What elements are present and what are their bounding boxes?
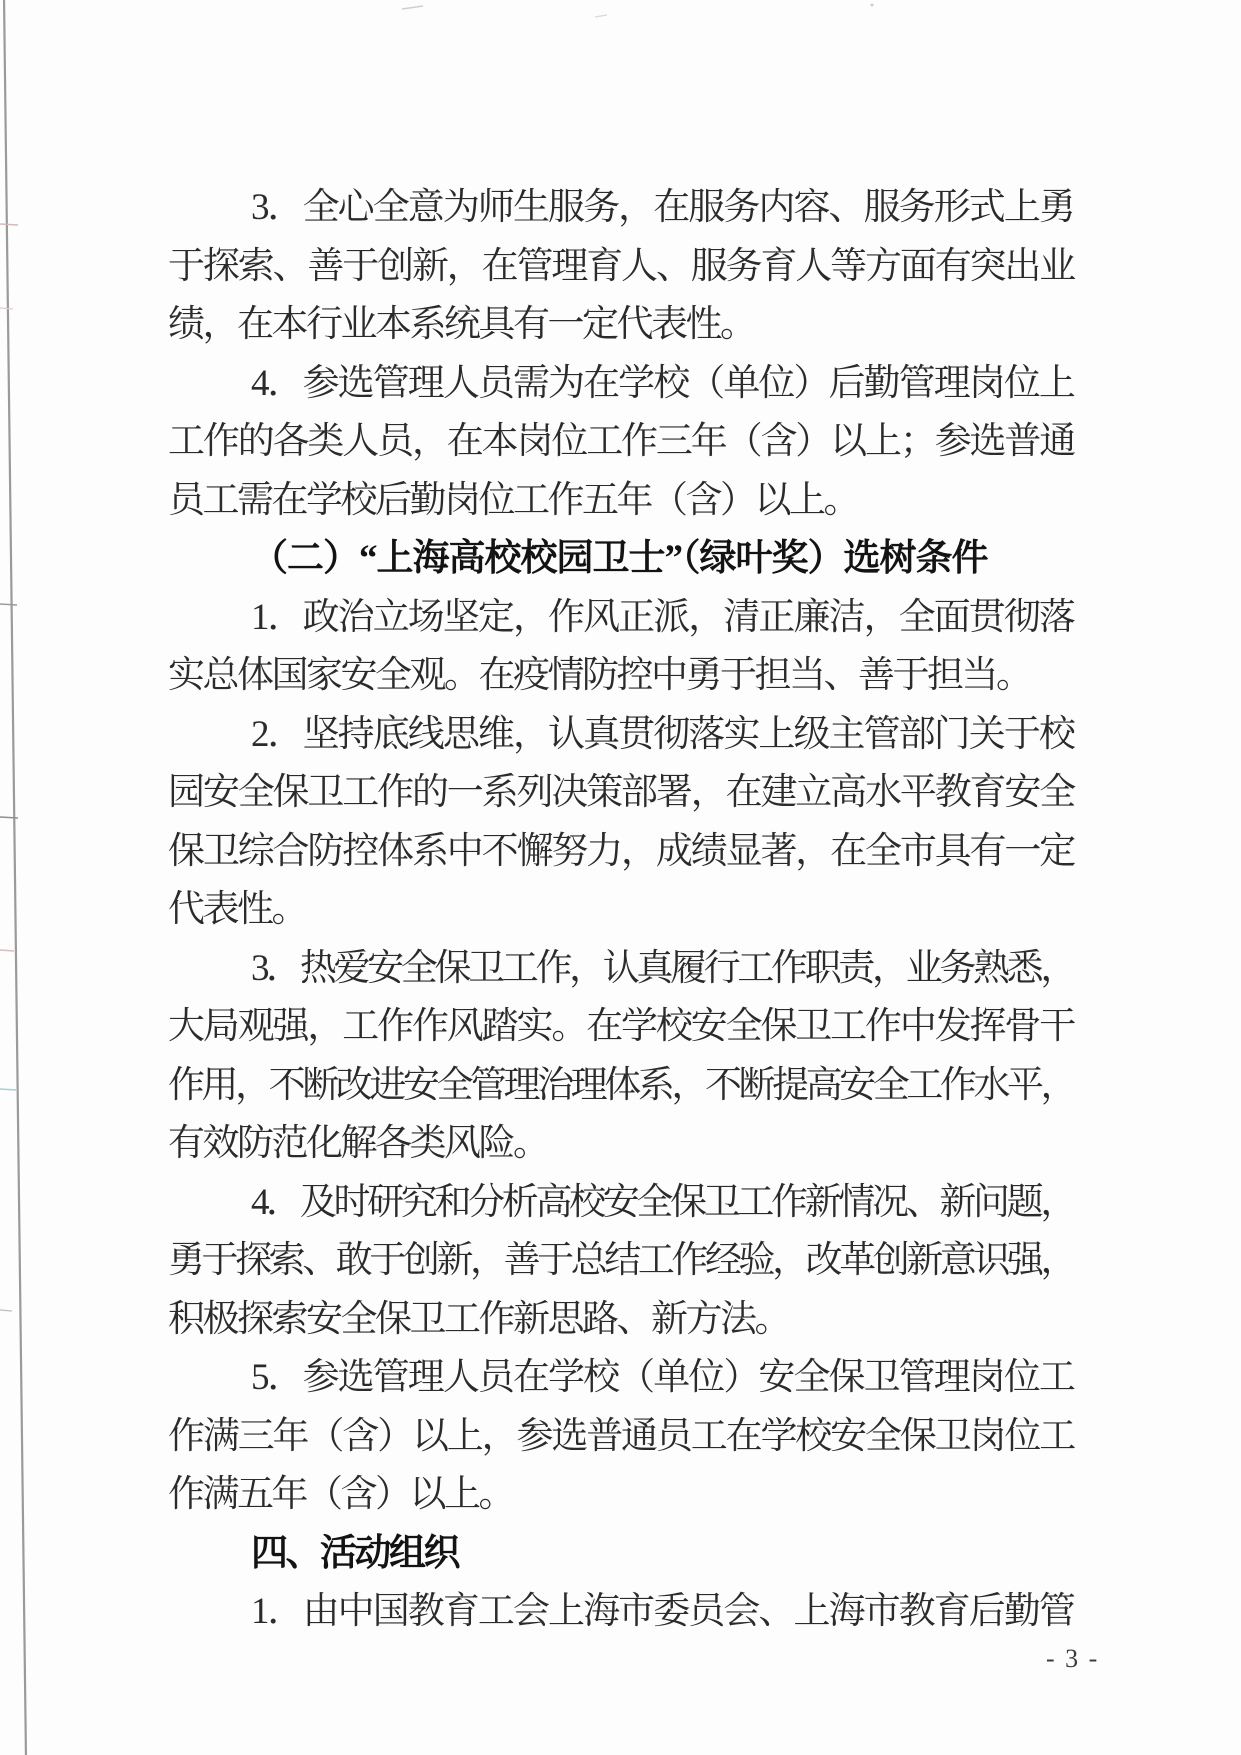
text-line: 3．全心全意为师生服务，在服务内容、服务形式上勇 [251,187,1074,228]
text-line: 代表性。 [168,889,306,930]
text-line: 4．参选管理人员需为在学校（单位）后勤管理岗位上 [251,362,1074,404]
document-body [168,179,1074,1642]
text-line: 1．政治立场坚定，作风正派，清正廉洁，全面贯彻落 [251,596,1074,638]
text-line: 保卫综合防控体系中不懈努力，成绩显著，在全市具有一定 [168,830,1075,872]
text-line: 1．由中国教育工会上海市委员会、上海市教育后勤管 [251,1591,1074,1632]
text-line: 4．及时研究和分析高校安全保卫工作新情况、新问题， [251,1181,1074,1223]
text-line: 积极探索安全保卫工作新思路、新方法。 [168,1298,789,1340]
text-line: 勇于探索、敢于创新，善于总结工作经验，改革创新意识强， [168,1240,1075,1281]
page-number: - 3 - [1046,1644,1100,1673]
text-line: 大局观强，工作作风踏实。在学校安全保卫工作中发挥骨干 [168,1006,1075,1047]
section-heading: 四、活动组织 [251,1532,458,1574]
text-line: 作满五年（含）以上。 [168,1474,513,1515]
text-line: 实总体国家安全观。在疫情防控中勇于担当、善于担当。 [168,655,1031,696]
text-line: 绩，在本行业本系统具有一定代表性。 [168,304,755,345]
text-line: 员工需在学校后勤岗位工作五年（含）以上。 [168,479,858,521]
text-line: 作用，不断改进安全管理治理体系，不断提高安全工作水平， [168,1064,1075,1106]
scan-artifact-page-edge-line [4,0,26,1755]
text-line: 有效防范化解各类风险。 [168,1123,548,1164]
subsection-heading: （二）“上海高校校园卫士”（绿叶奖）选树条件 [251,538,988,579]
text-line: 3．热爱安全保卫工作，认真履行工作职责，业务熟悉， [251,947,1074,989]
text-line: 工作的各类人员，在本岗位工作三年（含）以上；参选普通 [168,421,1075,462]
text-line: 5．参选管理人员在学校（单位）安全保卫管理岗位工 [251,1357,1074,1398]
text-line: 作满三年（含）以上，参选普通员工在学校安全保卫岗位工 [168,1415,1075,1457]
text-line: 于探索、善于创新，在管理育人、服务育人等方面有突出业 [168,245,1075,287]
text-line: 2．坚持底线思维，认真贯彻落实上级主管部门关于校 [251,713,1074,755]
text-line: 园安全保卫工作的一系列决策部署，在建立高水平教育安全 [168,772,1075,813]
